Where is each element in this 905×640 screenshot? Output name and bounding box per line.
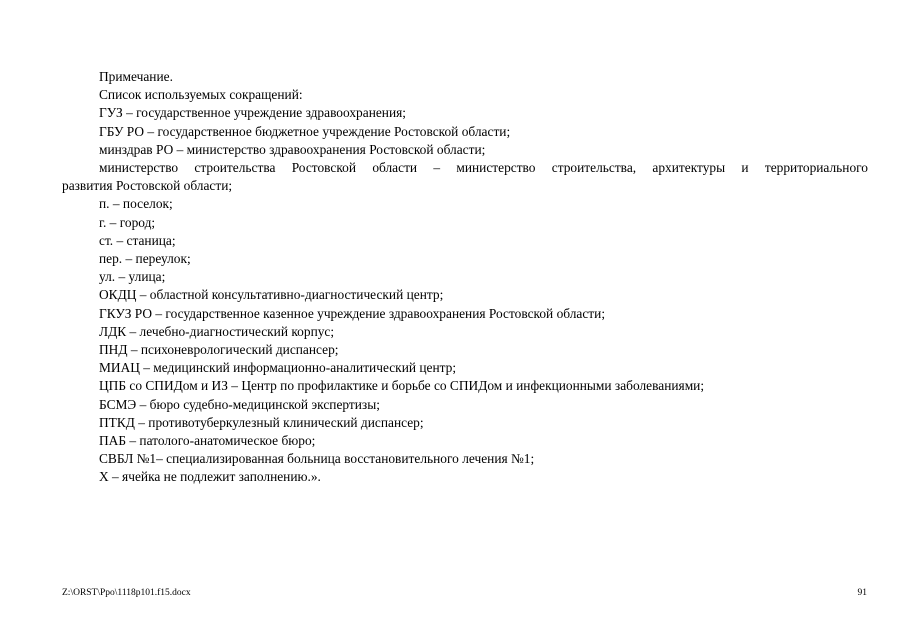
abbreviation-item: минздрав РО – министерство здравоохранения Ростовской области; bbox=[99, 141, 486, 157]
abbreviation-item: СВБЛ №1– специализированная больница восстановительного лечения №1; bbox=[99, 451, 535, 467]
abbreviation-item: ПТКД – противотуберкулезный клинический диспансер; bbox=[99, 414, 424, 430]
abbreviation-item: ГУЗ – государственное учреждение здравоохранения; bbox=[99, 105, 407, 121]
abbreviation-item: МИАЦ – медицинский информационно-аналитический центр; bbox=[99, 360, 457, 376]
footer-file-path: Z:\ORST\Ppo\1118p101.f15.docx bbox=[62, 588, 191, 598]
abbreviation-item: пер. – переулок; bbox=[99, 251, 191, 267]
abbreviation-item: ГКУЗ РО – государственное казенное учреждение здравоохранения Ростовской области; bbox=[99, 305, 606, 321]
abbreviation-item: ст. – станица; bbox=[99, 232, 176, 248]
footer-page-number: 91 bbox=[857, 588, 867, 598]
abbreviation-item-last: Х – ячейка не подлежит заполнению.». bbox=[99, 469, 321, 485]
abbreviation-item: г. – город; bbox=[99, 214, 156, 230]
abbreviation-item: ЦПБ со СПИДом и ИЗ – Центр по профилактике и борьбе со СПИДом и инфекционными заболеваниями; bbox=[99, 378, 705, 394]
abbreviation-item: п. – поселок; bbox=[99, 196, 173, 212]
abbreviations-list-title: Список используемых сокращений: bbox=[99, 87, 303, 103]
abbreviation-item: ОКДЦ – областной консультативно-диагностический центр; bbox=[99, 287, 444, 303]
abbreviation-item: ул. – улица; bbox=[99, 269, 166, 285]
abbreviation-item-long-line2: развития Ростовской области; bbox=[62, 178, 233, 194]
abbreviation-item: ПНД – психоневрологический диспансер; bbox=[99, 342, 339, 358]
abbreviation-item-long-line1: министерство строительства Ростовской области – министерство строительства, архитектуры и территориального bbox=[99, 160, 868, 176]
abbreviation-item: ГБУ РО – государственное бюджетное учреждение Ростовской области; bbox=[99, 123, 511, 139]
abbreviation-item: ЛДК – лечебно-диагностический корпус; bbox=[99, 323, 335, 339]
abbreviations-note bbox=[62, 68, 868, 487]
abbreviation-item: ПАБ – патолого-анатомическое бюро; bbox=[99, 433, 316, 449]
abbreviation-item: БСМЭ – бюро судебно-медицинской экспертизы; bbox=[99, 396, 380, 412]
note-heading: Примечание. bbox=[99, 69, 173, 84]
